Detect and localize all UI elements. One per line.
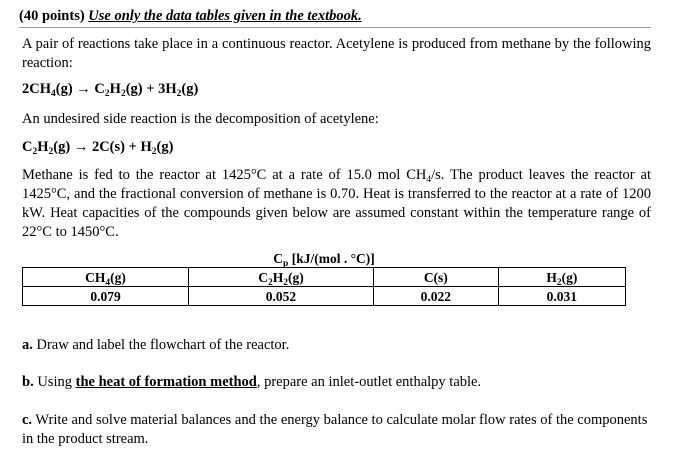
heat-capacity-table [22, 250, 626, 306]
value-ch4: 0.079 [23, 287, 189, 306]
header-c2h2: $C_2H_2(g)$ [189, 268, 374, 287]
value-c2h2: 0.052 [189, 287, 374, 306]
instruction-note: Use only the data tables given in the textbook. [88, 8, 362, 24]
arrow-icon: → [76, 81, 91, 97]
value-c: 0.022 [373, 287, 498, 306]
side-reaction-text: An undesired side reaction is the decomposition of acetylene: [22, 111, 379, 127]
reaction-main: $2CH_4(g) \to C_2H_2(g) + 3H_2(g)$ [22, 81, 199, 99]
table-title: $C_p$ [kJ/(mol . °C)] [23, 250, 626, 268]
points-label: (40 points) [19, 8, 85, 24]
intro-paragraph: A pair of reactions take place in a continuous reactor. Acetylene is produced from methane by the following reaction: [22, 36, 651, 71]
table-row [23, 287, 626, 306]
header-divider [19, 27, 651, 28]
reaction-side: $C_2H_2(g) \to 2C(s) + H_2(g)$ [22, 139, 174, 157]
question-a: a. Draw and label the flowchart of the reactor. [22, 337, 290, 353]
table-header-row [23, 268, 626, 287]
question-c: c. Write and solve material balances and the energy balance to calculate molar flow rates of the components in the product stream. [22, 412, 648, 447]
conditions-paragraph: Methane is fed to the reactor at 1425°C at a rate of 15.0 mol $CH_4/s$. The product leaves the reactor at 1425°C, and the fractional conversion of methane is 0.70. Heat is transferred to the reactor at a rate of 1200 kW. Heat capacities of the compounds given below are assumed constant within the temperature range of 22°C to 1450°C. [22, 167, 651, 240]
header-c: C(s) [373, 268, 498, 287]
header-ch4: $CH_4(g)$ [23, 268, 189, 287]
header-h2: $H_2(g)$ [498, 268, 625, 287]
value-h2: 0.031 [498, 287, 625, 306]
problem-header [19, 7, 651, 26]
arrow-icon: → [73, 139, 89, 155]
heat-of-formation-method: the heat of formation method [75, 374, 257, 390]
question-b: b. Using the heat of formation method, prepare an inlet-outlet enthalpy table. [22, 374, 482, 390]
